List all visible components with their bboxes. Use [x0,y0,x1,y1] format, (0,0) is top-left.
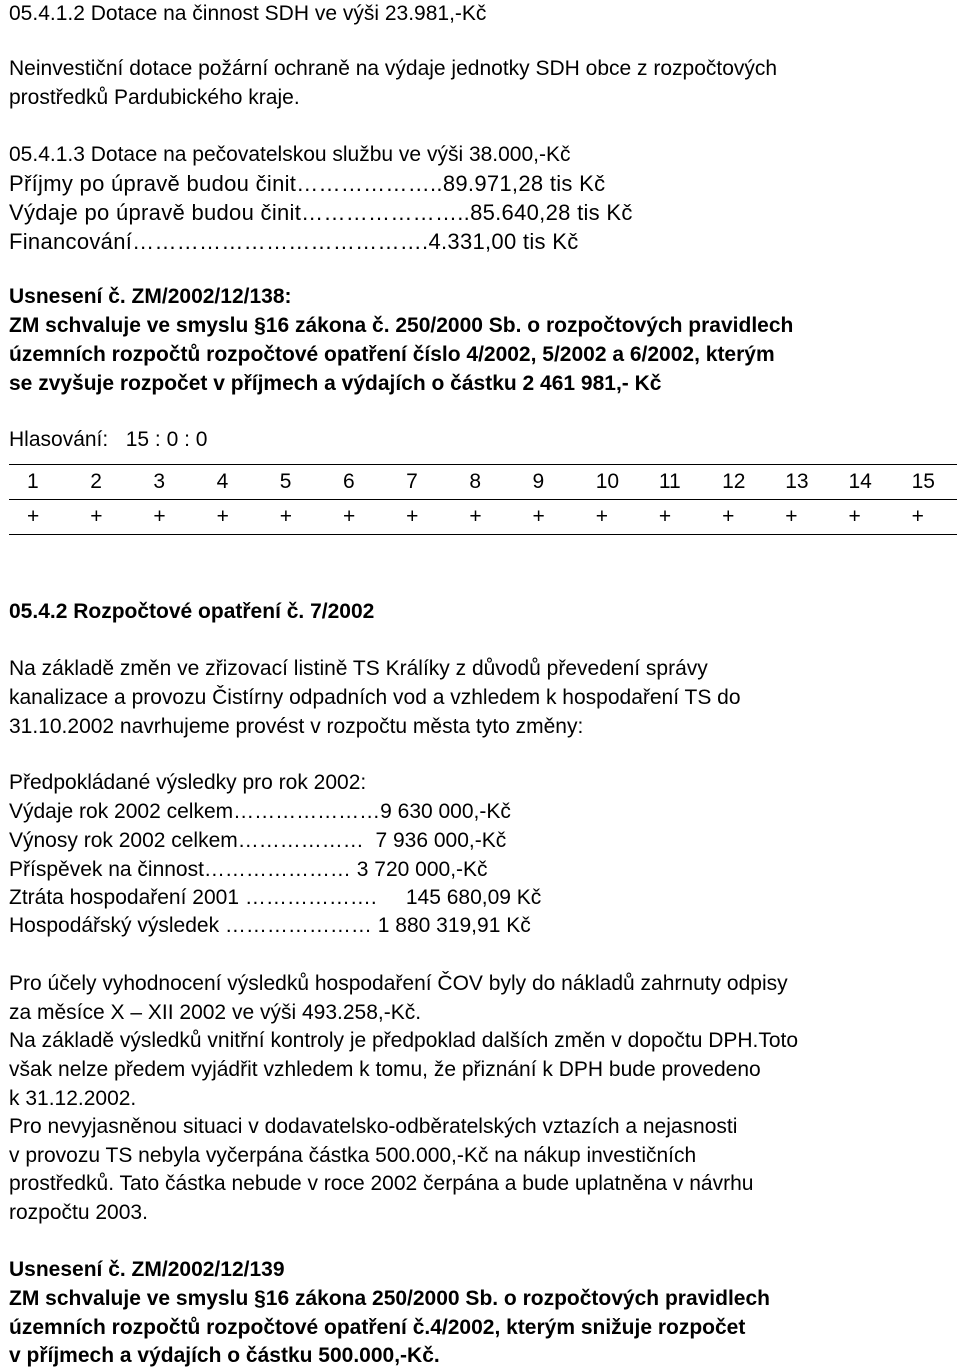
section-heading-05-4-2: 05.4.2 Rozpočtové opatření č. 7/2002 [9,600,375,623]
voter-number: 2 [72,465,135,500]
paragraph-line: rozpočtu 2003. [9,1201,148,1224]
paragraph-line: Na základě změn ve zřizovací listině TS Králíky z důvodů převedení správy [9,657,708,680]
vote-mark: + [325,500,388,535]
vote-mark: + [9,500,72,535]
voter-number: 1 [9,465,72,500]
vote-mark: + [199,500,262,535]
paragraph-line: Pro nevyjasněnou situaci v dodavatelsko-odběratelských vztazích a nejasnosti [9,1115,738,1138]
vote-mark: + [451,500,514,535]
paragraph-line: k 31.12.2002. [9,1087,137,1110]
resolution-line: územních rozpočtů rozpočtové opatření číslo 4/2002, 5/2002 a 6/2002, kterým [9,343,775,366]
voter-number: 8 [451,465,514,500]
voter-number: 15 [894,465,957,500]
voting-marks-row [9,500,957,535]
result-line: Výdaje rok 2002 celkem…………………9 630 000,-Kč [9,800,511,823]
paragraph-line: v provozu TS nebyla vyčerpána částka 500.000,-Kč na nákup investičních [9,1144,697,1167]
vote-mark: + [515,500,578,535]
resolution-138-title: Usnesení č. ZM/2002/12/138: [9,285,292,308]
voter-number: 4 [199,465,262,500]
paragraph-line: Pro účely vyhodnocení výsledků hospodaření ČOV byly do nákladů zahrnuty odpisy [9,972,788,995]
voter-number: 14 [830,465,893,500]
voter-number: 3 [135,465,198,500]
voter-number: 5 [262,465,325,500]
income-after-adjustment: Příjmy po úpravě budou činit………………..89.971,28 tis Kč [9,171,606,196]
vote-mark: + [578,500,641,535]
result-line: Ztráta hospodaření 2001 ………………. 145 680,09 Kč [9,886,542,909]
section-heading-05-4-1-2: 05.4.1.2 Dotace na činnost SDH ve výši 23.981,-Kč [9,2,487,25]
voter-number: 6 [325,465,388,500]
vote-mark: + [641,500,704,535]
paragraph-line: prostředků Pardubického kraje. [9,86,300,109]
result-line: Výnosy rok 2002 celkem……………… 7 936 000,-Kč [9,829,507,852]
paragraph-line: 31.10.2002 navrhujeme provést v rozpočtu města tyto změny: [9,715,584,738]
resolution-line: se zvyšuje rozpočet v příjmech a výdajích o částku 2 461 981,- Kč [9,372,662,395]
vote-mark: + [262,500,325,535]
vote-mark: + [704,500,767,535]
paragraph-line: Na základě výsledků vnitřní kontroly je předpoklad dalších změn v dopočtu DPH.Toto [9,1029,799,1052]
paragraph-line: Neinvestiční dotace požární ochraně na výdaje jednotky SDH obce z rozpočtových [9,57,778,80]
voter-number: 12 [704,465,767,500]
resolution-139-title: Usnesení č. ZM/2002/12/139 [9,1258,285,1281]
financing: Financování………………………………….4.331,00 tis Kč [9,229,579,254]
voter-number: 10 [578,465,641,500]
section-heading-05-4-1-3: 05.4.1.3 Dotace na pečovatelskou službu ve výši 38.000,-Kč [9,143,571,166]
paragraph-line: však nelze předem vyjádřit vzhledem k tomu, že přiznání k DPH bude provedeno [9,1058,761,1081]
voter-number: 9 [515,465,578,500]
result-line: Příspěvek na činnost………………… 3 720 000,-Kč [9,858,488,881]
vote-mark: + [894,500,957,535]
vote-mark: + [72,500,135,535]
voter-number: 13 [767,465,830,500]
paragraph-line: prostředků. Tato částka nebude v roce 2002 čerpána a bude uplatněna v návrhu [9,1172,754,1195]
vote-mark: + [135,500,198,535]
resolution-line: ZM schvaluje ve smyslu §16 zákona 250/2000 Sb. o rozpočtových pravidlech [9,1287,770,1310]
vote-mark: + [767,500,830,535]
result-line: Hospodářský výsledek ………………… 1 880 319,91 Kč [9,914,531,937]
voting-label: Hlasování: 15 : 0 : 0 [9,428,208,451]
resolution-line: v příjmech a výdajích o částku 500.000,-Kč. [9,1344,440,1367]
voter-number: 7 [388,465,451,500]
resolution-line: ZM schvaluje ve smyslu §16 zákona č. 250/2000 Sb. o rozpočtových pravidlech [9,314,794,337]
paragraph-line: kanalizace a provozu Čistírny odpadních vod a vzhledem k hospodaření TS do [9,686,741,709]
expenses-after-adjustment: Výdaje po úpravě budou činit…………………..85.640,28 tis Kč [9,200,633,225]
resolution-line: územních rozpočtů rozpočtové opatření č.4/2002, kterým snižuje rozpočet [9,1316,746,1339]
paragraph-line: za měsíce X – XII 2002 ve výši 493.258,-Kč. [9,1001,422,1024]
results-title: Předpokládané výsledky pro rok 2002: [9,771,367,794]
voting-numbers-row [9,465,957,500]
vote-mark: + [830,500,893,535]
voter-number: 11 [641,465,704,500]
vote-mark: + [388,500,451,535]
voting-table [9,464,957,535]
